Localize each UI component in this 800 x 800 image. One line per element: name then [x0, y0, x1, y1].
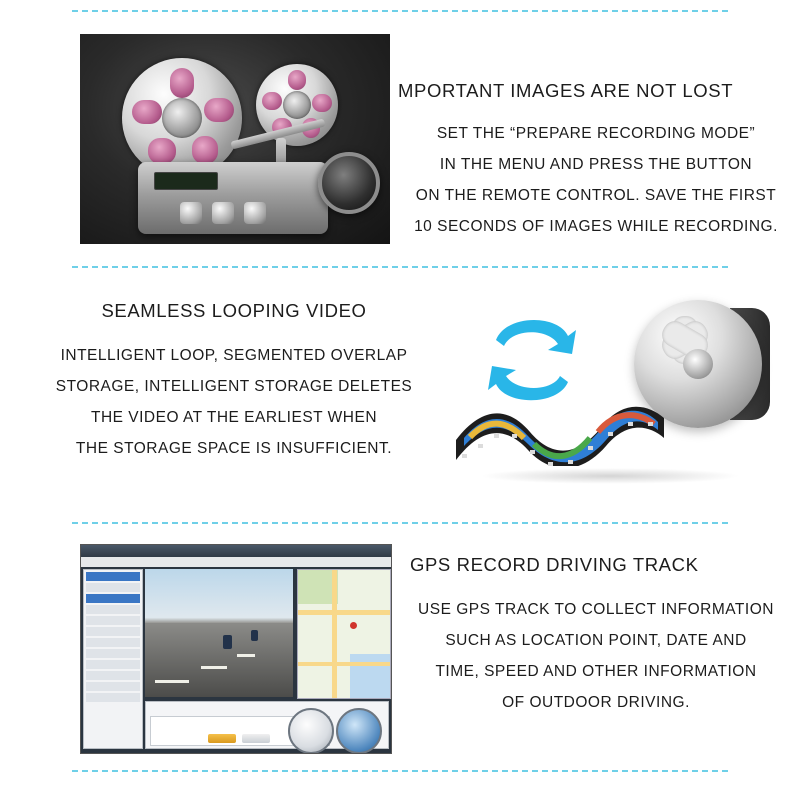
section-2-line-1: INTELLIGENT LOOP, SEGMENTED OVERLAP — [60, 347, 408, 364]
reel-hub-icon — [283, 91, 311, 119]
reel-hole-icon — [132, 100, 162, 124]
reel-hub-icon — [683, 349, 713, 379]
projector-lens-icon — [318, 152, 380, 214]
illustration-reflection — [480, 468, 740, 484]
projector-knob — [212, 202, 234, 224]
section-3-line-2: SUCH AS LOCATION POINT, DATE AND — [445, 632, 747, 649]
section-2-line-4: THE STORAGE SPACE IS INSUFFICIENT. — [75, 440, 393, 457]
video-preview[interactable] — [145, 569, 293, 697]
section-3-line-4: OF OUTDOOR DRIVING. — [502, 694, 690, 711]
section-1-body — [396, 118, 796, 242]
list-item[interactable] — [86, 627, 140, 636]
map-road — [298, 662, 390, 666]
app-title-bar — [81, 545, 391, 557]
reel-hole-icon — [192, 136, 218, 164]
map-road — [332, 570, 337, 698]
secondary-button[interactable] — [242, 734, 270, 743]
divider-top — [72, 10, 728, 12]
map-panel[interactable] — [297, 569, 391, 699]
section-2-line-3: THE VIDEO AT THE EARLIEST WHEN — [90, 409, 378, 426]
reel-hole-icon — [204, 98, 234, 122]
map-road — [298, 610, 390, 615]
list-item[interactable] — [86, 638, 140, 647]
projector-reel-large-icon — [122, 58, 242, 178]
section-2-heading: SEAMLESS LOOPING VIDEO — [101, 300, 367, 321]
road-graphic — [145, 623, 293, 697]
list-item[interactable] — [86, 649, 140, 658]
map-marker-icon — [350, 622, 357, 629]
app-menu-bar — [81, 557, 391, 567]
list-item[interactable] — [86, 660, 140, 669]
projector-knob — [180, 202, 202, 224]
loop-arrows-icon — [476, 306, 586, 416]
film-strip-icon — [456, 404, 666, 466]
compass-gauge-icon — [336, 708, 382, 754]
section-3-line-1: USE GPS TRACK TO COLLECT INFORMATION — [418, 601, 774, 618]
section-3-body — [396, 594, 796, 718]
section-1-line-3: ON THE REMOTE CONTROL. SAVE THE FIRST — [415, 187, 777, 204]
section-1-line-2: IN THE MENU AND PRESS THE BUTTON — [439, 156, 753, 173]
reel-hole-icon — [312, 94, 332, 112]
list-item[interactable] — [86, 572, 140, 581]
section-seamless-looping — [0, 282, 800, 518]
app-data-panel — [145, 701, 389, 749]
reel-hub-icon — [162, 98, 202, 138]
section-important-images — [0, 24, 800, 264]
section-1-line-1: SET THE “PREPARE RECORDING MODE” — [436, 125, 756, 142]
road-marking — [155, 680, 189, 683]
reel-hole-icon — [170, 68, 194, 98]
map-water — [350, 654, 390, 698]
list-item[interactable] — [86, 616, 140, 625]
projector-knob — [244, 202, 266, 224]
reel-hole-icon — [262, 92, 282, 110]
app-file-list[interactable] — [83, 569, 143, 749]
film-reel-loop-illustration — [450, 290, 780, 500]
road-marking — [201, 666, 227, 669]
section-1-heading: MPORTANT IMAGES ARE NOT LOST — [398, 80, 734, 101]
projector-display — [154, 172, 218, 190]
projector-body — [138, 162, 328, 234]
divider-bottom — [72, 770, 728, 772]
speed-gauge-icon — [288, 708, 334, 754]
section-3-heading: GPS RECORD DRIVING TRACK — [410, 554, 699, 575]
section-3-text — [396, 554, 796, 718]
list-item[interactable] — [86, 605, 140, 614]
section-2-text — [24, 300, 444, 464]
list-item[interactable] — [86, 671, 140, 680]
road-marking — [237, 654, 255, 657]
list-item[interactable] — [86, 693, 140, 702]
motorcycle-rider — [223, 635, 232, 649]
section-1-text — [396, 80, 796, 242]
section-2-body — [24, 340, 444, 464]
section-3-line-3: TIME, SPEED AND OTHER INFORMATION — [435, 663, 757, 680]
divider-1 — [72, 266, 728, 268]
section-2-line-2: STORAGE, INTELLIGENT STORAGE DELETES — [55, 378, 413, 395]
list-item[interactable] — [86, 583, 140, 592]
list-item[interactable] — [86, 594, 140, 603]
reel-hole-icon — [148, 138, 176, 164]
export-button[interactable] — [208, 734, 236, 743]
divider-2 — [72, 522, 728, 524]
section-1-line-4: 10 SECONDS OF IMAGES WHILE RECORDING. — [414, 218, 778, 235]
motorcycle-rider — [251, 630, 258, 641]
section-gps-track — [0, 536, 800, 768]
reel-hole-icon — [288, 70, 306, 90]
gps-player-software-screenshot — [80, 544, 392, 754]
film-projector-photo — [80, 34, 390, 244]
list-item[interactable] — [86, 682, 140, 691]
